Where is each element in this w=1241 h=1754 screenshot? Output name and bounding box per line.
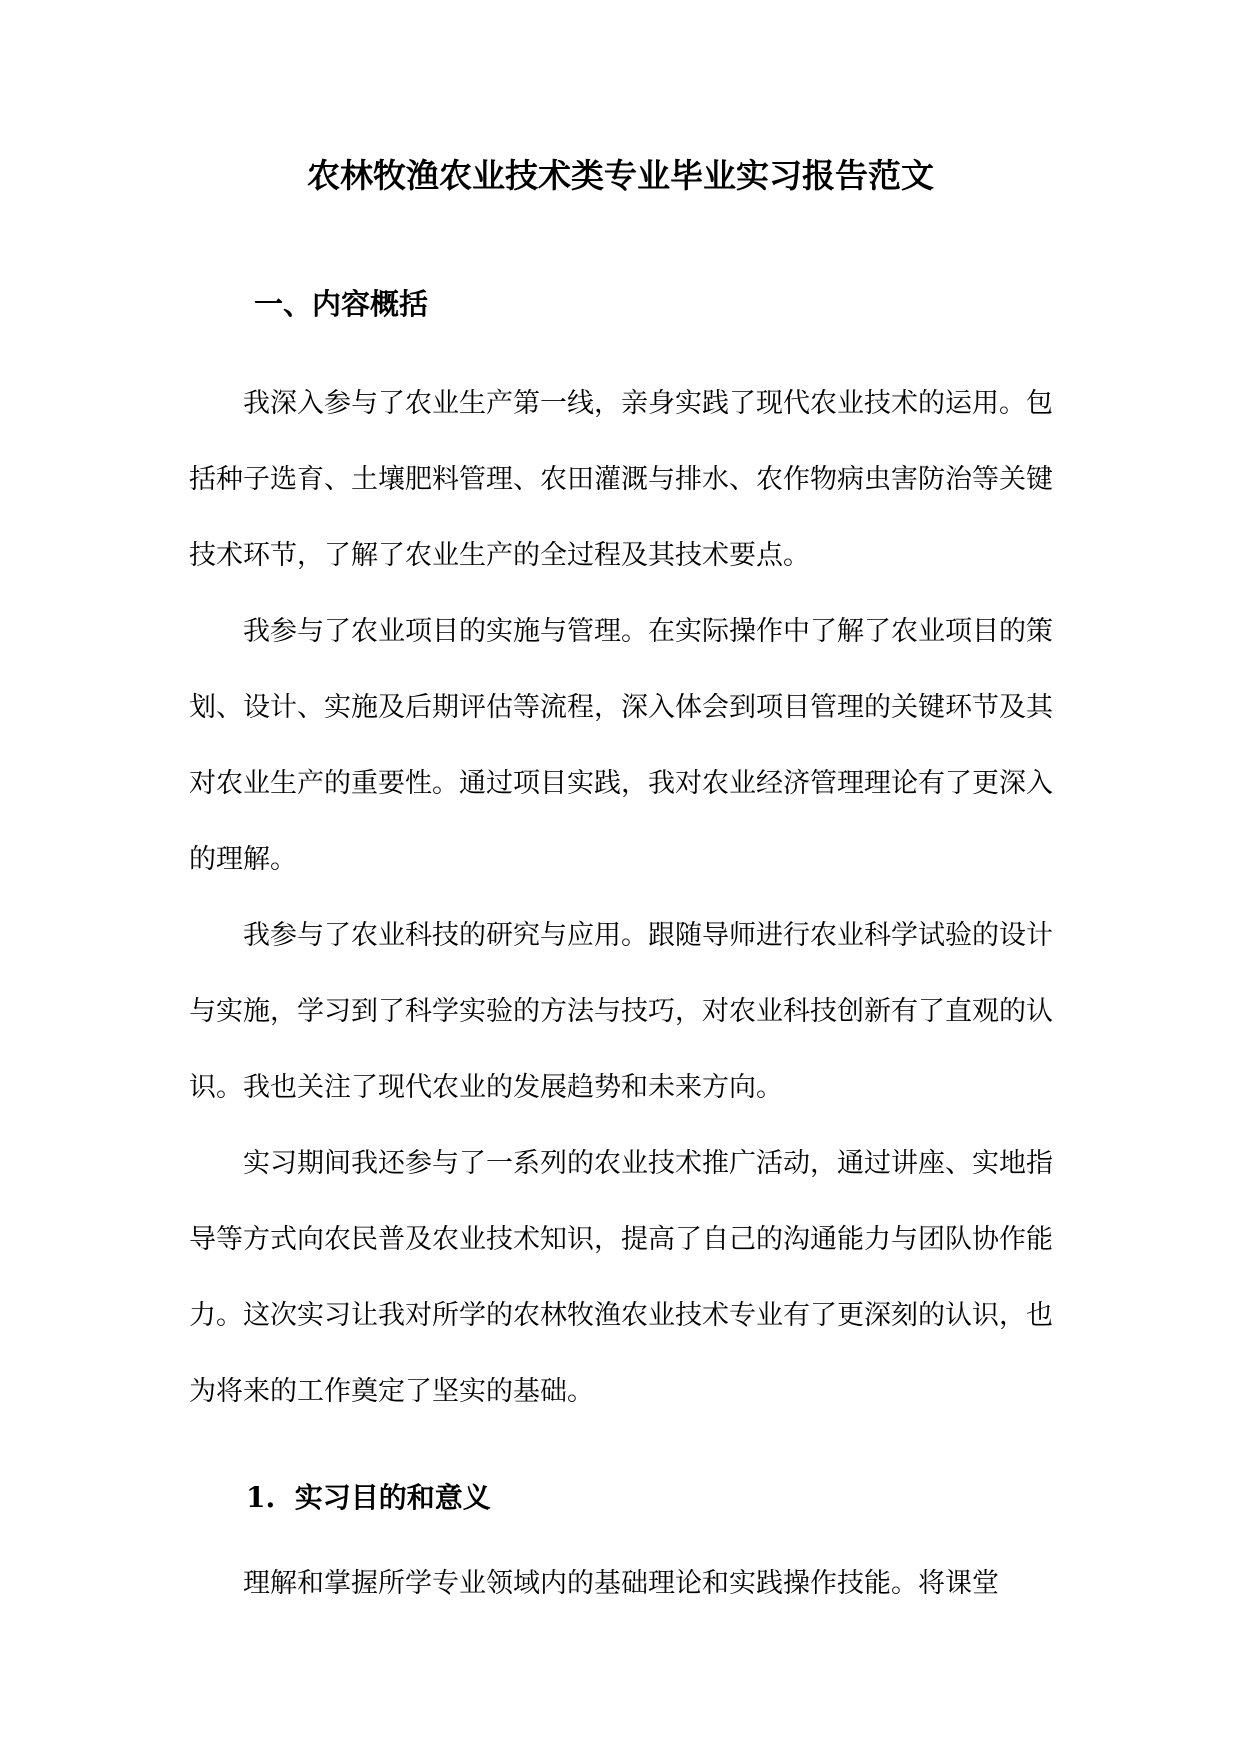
paragraph: 理解和掌握所学专业领域内的基础理论和实践操作技能。将课堂	[243, 1568, 999, 1599]
paragraph: 我参与了农业项目的实施与管理。在实际操作中了解了农业项目的策划、设计、实施及后期评估等流程，深入体会到项目管理的关键环节及其对农业生产的重要性。通过项目实践，我对农业经济管理理论有了更深入的理解。	[189, 616, 1053, 875]
subsection-heading-purpose: 1. 实习目的和意义	[246, 1481, 491, 1514]
paragraph: 实习期间我还参与了一系列的农业技术推广活动，通过讲座、实地指导等方式向农民普及农业技术知识，提高了自己的沟通能力与团队协作能力。这次实习让我对所学的农林牧渔农业技术专业有了更深刻的认识，也为将来的工作奠定了坚实的基础。	[189, 1148, 1053, 1407]
document-title: 农林牧渔农业技术类专业毕业实习报告范文	[307, 156, 934, 195]
paragraph: 我参与了农业科技的研究与应用。跟随导师进行农业科学试验的设计与实施，学习到了科学实验的方法与技巧，对农业科技创新有了直观的认识。我也关注了现代农业的发展趋势和未来方向。	[189, 920, 1053, 1103]
paragraph: 我深入参与了农业生产第一线，亲身实践了现代农业技术的运用。包括种子选育、土壤肥料管理、农田灌溉与排水、农作物病虫害防治等关键技术环节，了解了农业生产的全过程及其技术要点。	[189, 388, 1053, 571]
section-heading-summary: 一、内容概括	[254, 287, 429, 321]
